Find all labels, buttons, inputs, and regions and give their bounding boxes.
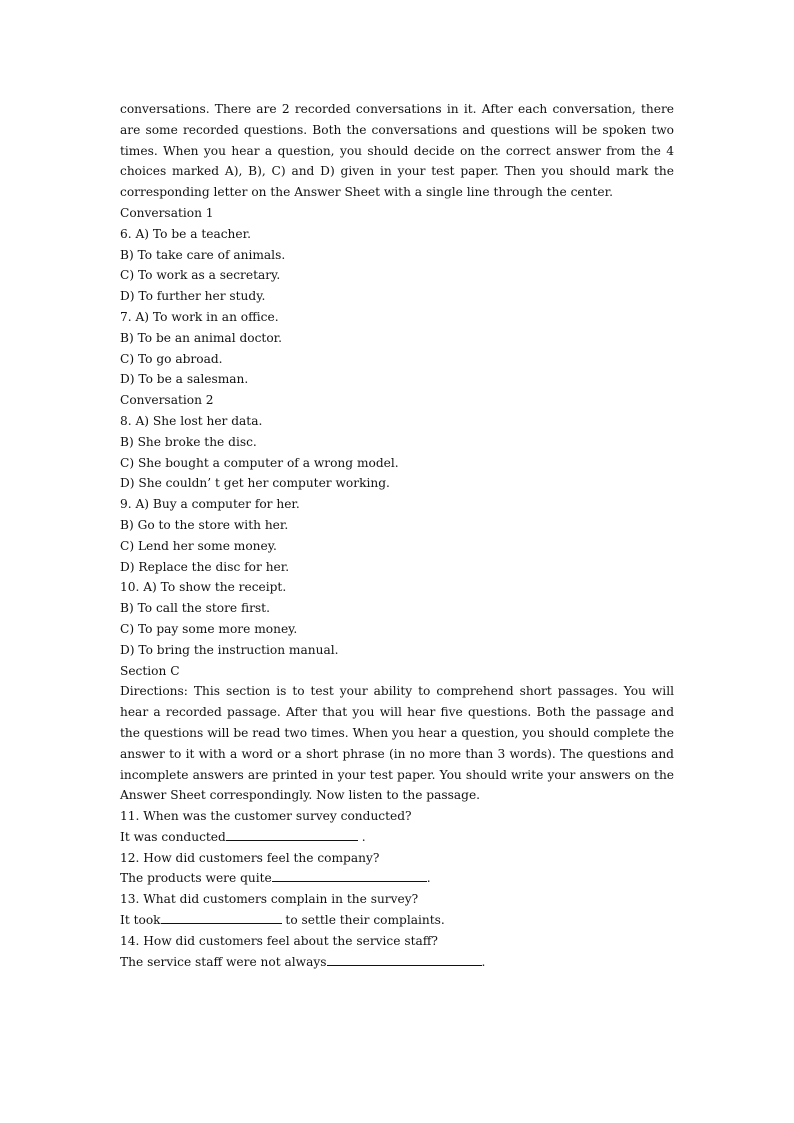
- q13-question: 13. What did customers complain in the survey?: [120, 892, 419, 907]
- q6-option-b: B) To take care of animals.: [120, 247, 286, 262]
- q9-option-d: D) Replace the disc for her.: [120, 559, 290, 574]
- section-c-heading: Section C: [120, 663, 180, 678]
- conversation-2-heading: Conversation 2: [120, 393, 214, 408]
- section-c-directions: Directions: This section is to test your ability to comprehend short passages. You will hear a recorded passage. After that you will hear five questions. Both the passage and the questions will be read two times. When you hear a question, you should complete the answer to it with a word or a short phrase (in no more than 3 words). The questions and incomplete answers are printed in your test paper. You should write your answers on the Answer Sheet correspondingly. Now listen to the passage.: [120, 684, 674, 803]
- q12-answer-prefix: The products were quite: [120, 871, 272, 886]
- q11-answer: [120, 827, 674, 848]
- q9-option-c: C) Lend her some money.: [120, 538, 277, 553]
- q14-answer-blank[interactable]: [327, 952, 482, 966]
- q14-answer-suffix: .: [481, 954, 486, 969]
- q11-question: 11. When was the customer survey conducted?: [120, 809, 412, 824]
- q13-answer: [120, 910, 674, 931]
- q10-option-d: D) To bring the instruction manual.: [120, 642, 339, 657]
- q8-option-d: D) She couldn’ t get her computer working.: [120, 476, 390, 491]
- q9-option-a: 9. A) Buy a computer for her.: [120, 497, 300, 512]
- q7-option-c: C) To go abroad.: [120, 351, 223, 366]
- q14-question: 14. How did customers feel about the service staff?: [120, 933, 438, 948]
- q10-option-c: C) To pay some more money.: [120, 621, 298, 636]
- q6-option-c: C) To work as a secretary.: [120, 268, 281, 283]
- q12-answer-blank[interactable]: [272, 868, 427, 882]
- q7-option-b: B) To be an animal doctor.: [120, 330, 283, 345]
- q10-option-a: 10. A) To show the receipt.: [120, 580, 287, 595]
- q12-answer: [120, 868, 674, 889]
- section-b-directions: conversations. There are 2 recorded conversations in it. After each conversation, there are some recorded questions. Both the conversations and questions will be spoken two times. When you hear a question, you should decide on the correct answer from the 4 choices marked A), B), C) and D) given in your test paper. Then you should mark the corresponding letter on the Answer Sheet with a single line through the center.: [120, 102, 674, 200]
- q14-answer: [120, 952, 674, 973]
- q9-option-b: B) Go to the store with her.: [120, 517, 289, 532]
- q6-option-d: D) To further her study.: [120, 289, 266, 304]
- q10-option-b: B) To call the store first.: [120, 601, 270, 616]
- q11-answer-suffix: .: [357, 829, 366, 844]
- q8-option-b: B) She broke the disc.: [120, 434, 257, 449]
- q11-answer-blank[interactable]: [226, 827, 358, 841]
- q7-option-a: 7. A) To work in an office.: [120, 309, 279, 324]
- q13-answer-prefix: It took: [120, 913, 161, 928]
- document-page: [120, 99, 674, 972]
- q11-answer-prefix: It was conducted: [120, 829, 226, 844]
- conversation-1-heading: Conversation 1: [120, 205, 214, 220]
- q12-answer-suffix: .: [426, 871, 431, 886]
- q12-question: 12. How did customers feel the company?: [120, 850, 380, 865]
- q14-answer-prefix: The service staff were not always: [120, 954, 327, 969]
- q6-option-a: 6. A) To be a teacher.: [120, 226, 251, 241]
- q8-option-a: 8. A) She lost her data.: [120, 413, 263, 428]
- q7-option-d: D) To be a salesman.: [120, 372, 249, 387]
- q13-answer-suffix: to settle their complaints.: [281, 913, 445, 928]
- q8-option-c: C) She bought a computer of a wrong model.: [120, 455, 399, 470]
- q13-answer-blank[interactable]: [161, 910, 282, 924]
